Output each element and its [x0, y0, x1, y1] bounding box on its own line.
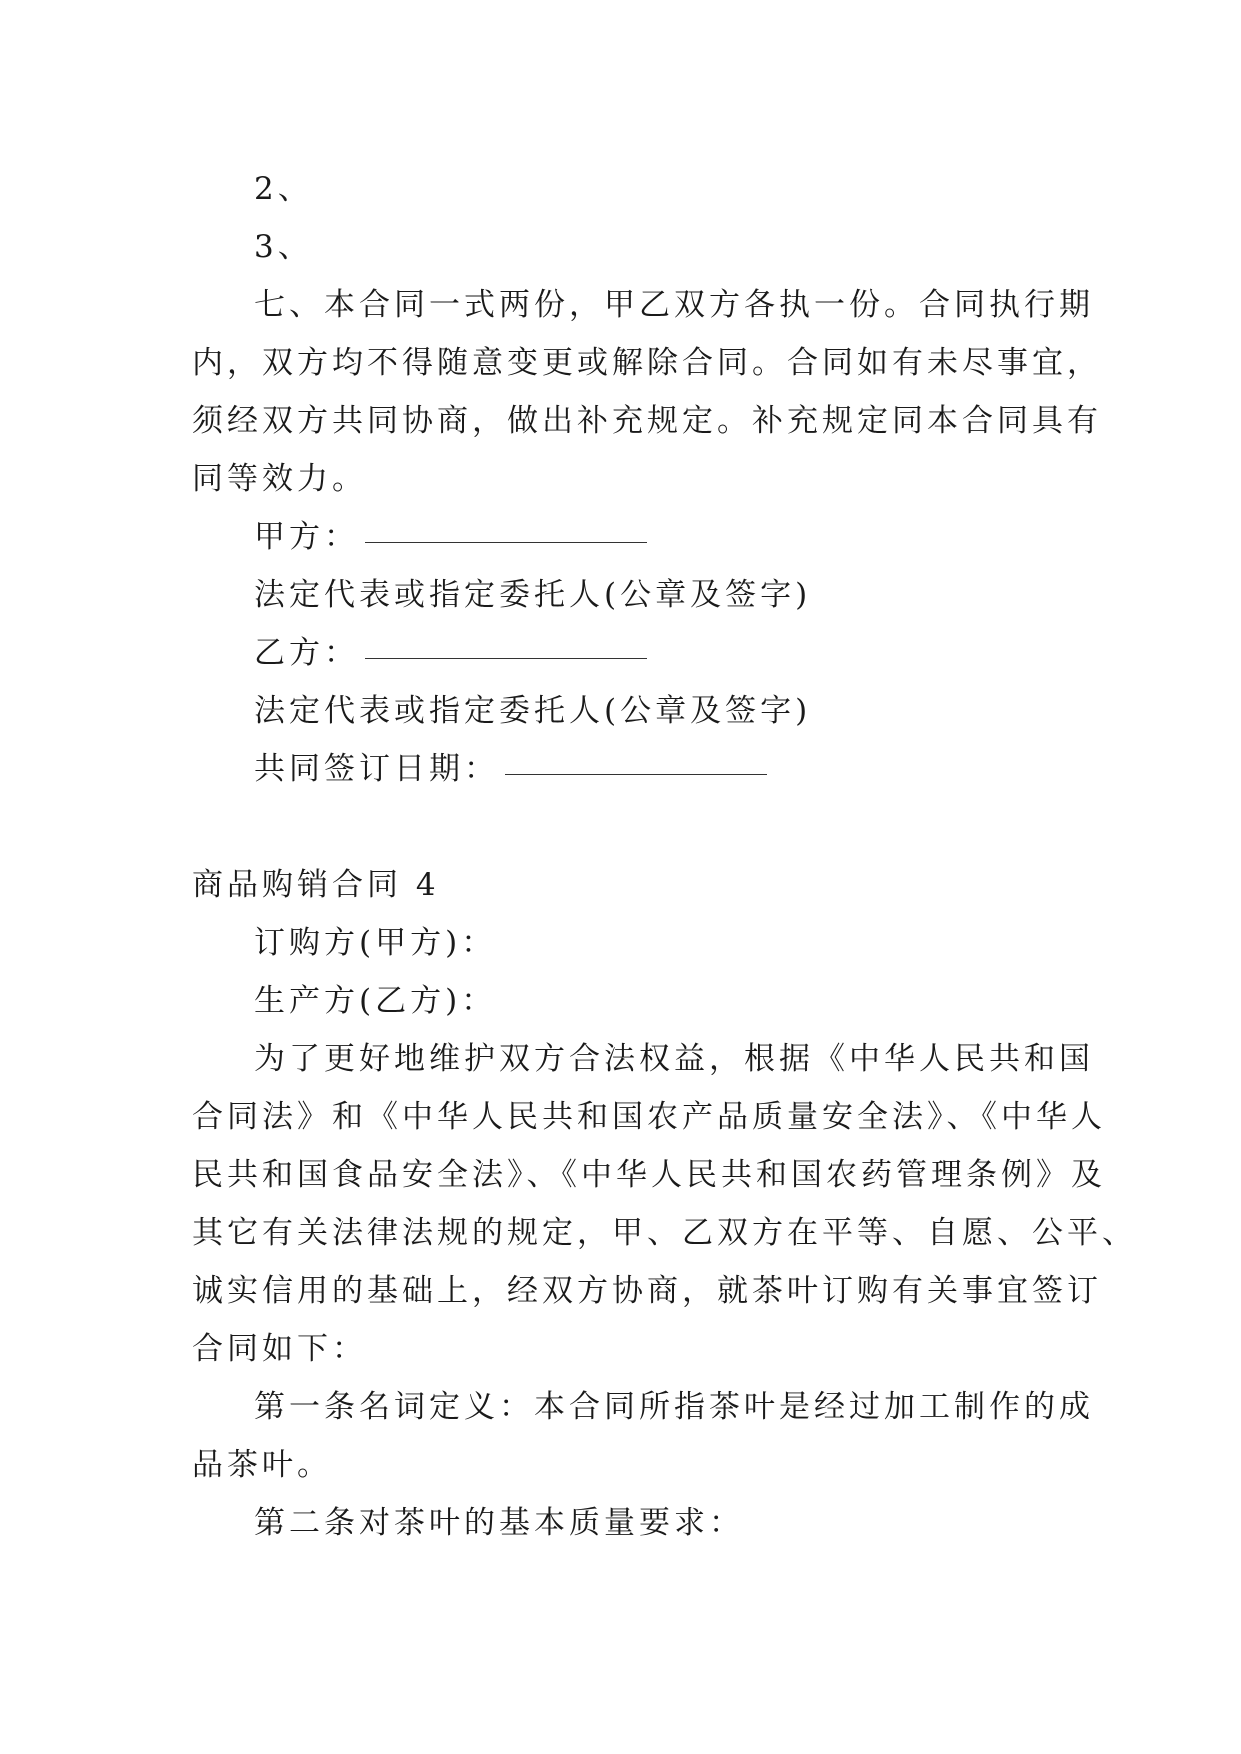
clause-7-line-3: 须经双方共同协商，做出补充规定。补充规定同本合同具有 — [192, 403, 1102, 439]
section-gap — [192, 798, 1052, 856]
producer-label: 生产方(乙方)： — [254, 983, 497, 1019]
preamble-line-5: 诚实信用的基础上，经双方协商，就茶叶订购有关事宜签订 — [192, 1273, 1102, 1309]
sign-date-blank-line — [505, 773, 767, 775]
list-item-3: 3、 — [254, 229, 313, 265]
preamble-line-4: 其它有关法律法规的规定，甲、乙双方在平等、自愿、公平、 — [192, 1215, 1137, 1251]
preamble-line-6: 合同如下： — [192, 1331, 367, 1367]
clause-7-line-2: 内，双方均不得随意变更或解除合同。合同如有未尽事宜， — [192, 345, 1102, 381]
party-a-signature-row — [192, 508, 1052, 566]
list-item-2: 2、 — [254, 171, 313, 207]
article-1-line-1: 第一条名词定义：本合同所指茶叶是经过加工制作的成 — [254, 1389, 1094, 1425]
preamble-line-2: 合同法》和《中华人民共和国农产品质量安全法》、《中华人 — [192, 1099, 1106, 1135]
clause-7-line-4: 同等效力。 — [192, 461, 367, 497]
clause-7-line-1: 七、本合同一式两份，甲乙双方各执一份。合同执行期 — [254, 287, 1094, 323]
article-2-heading: 第二条对茶叶的基本质量要求： — [254, 1505, 744, 1541]
preamble-line-3: 民共和国食品安全法》、《中华人民共和国农药管理条例》及 — [192, 1157, 1106, 1193]
contract-4-title: 商品购销合同 4 — [192, 867, 440, 903]
party-a-label: 甲方： — [254, 519, 359, 555]
sign-date-label: 共同签订日期： — [254, 751, 499, 787]
party-b-blank-line — [365, 657, 647, 659]
party-b-representative: 法定代表或指定委托人(公章及签字) — [254, 693, 812, 729]
buyer-label: 订购方(甲方)： — [254, 925, 497, 961]
preamble-line-1: 为了更好地维护双方合法权益，根据《中华人民共和国 — [254, 1041, 1094, 1077]
party-b-signature-row — [192, 624, 1052, 682]
party-a-blank-line — [365, 541, 647, 543]
sign-date-row — [192, 740, 1052, 798]
party-a-representative: 法定代表或指定委托人(公章及签字) — [254, 577, 812, 613]
party-b-label: 乙方： — [254, 635, 359, 671]
article-1-line-2: 品茶叶。 — [192, 1447, 332, 1483]
document-body — [192, 160, 1137, 1552]
